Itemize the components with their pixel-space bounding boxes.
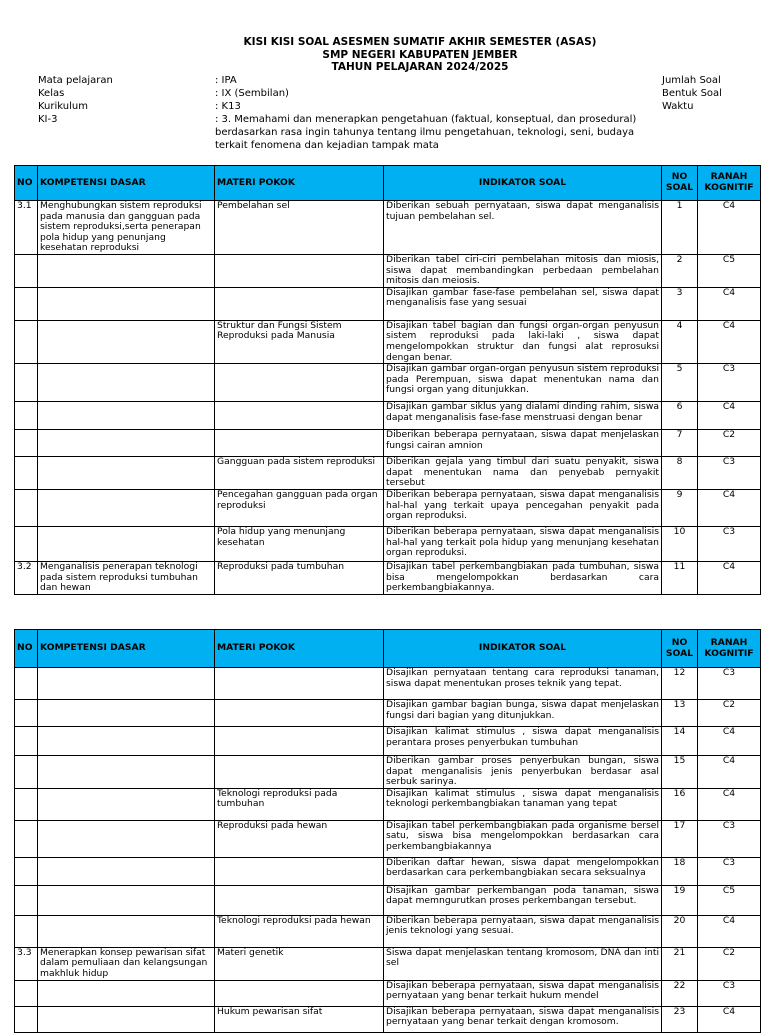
cell-indikator: Siswa dapat menjelaskan tentang kromosom, DNA dan inti sel — [384, 947, 662, 980]
table-row — [15, 254, 761, 287]
column-header-indikator: INDIKATOR SOAL — [384, 166, 662, 201]
title-line-2: SMP NEGERI KABUPATEN JEMBER — [322, 48, 518, 61]
cell-no: 3.1 — [15, 201, 38, 255]
cell-no-soal: 14 — [662, 727, 698, 756]
cell-no-soal: 10 — [662, 526, 698, 561]
cell-ranah: C4 — [698, 489, 761, 526]
cell-no — [15, 489, 38, 526]
cell-ranah: C4 — [698, 402, 761, 430]
cell-no — [15, 980, 38, 1006]
cell-kd — [38, 526, 215, 561]
table-row — [15, 915, 761, 947]
cell-no — [15, 526, 38, 561]
cell-kd — [38, 668, 215, 700]
column-header-no-soal: NO SOAL — [662, 166, 698, 201]
cell-kd — [38, 430, 215, 457]
cell-materi: Struktur dan Fungsi Sistem Reproduksi pada Manusia — [215, 320, 384, 363]
cell-indikator: Disajikan tabel perkembangbiakan pada tumbuhan, siswa bisa mengelompokkan berdasarkan cara perkembangbiakannya. — [384, 561, 662, 594]
cell-indikator: Disajikan tabel bagian dan fungsi organ-organ penyusun sistem reproduksi pada laki-laki , siswa dapat mengelompokkan struktur dan fungsi alat reprosuksi dengan benar. — [384, 320, 662, 363]
table-header-row — [15, 630, 761, 668]
cell-ranah: C2 — [698, 700, 761, 727]
cell-indikator: Disajikan gambar fase-fase pembelahan sel, siswa dapat menganalisis fase yang sesuai — [384, 287, 662, 320]
cell-indikator: Diberikan sebuah pernyataan, siswa dapat menganalisis tujuan pembelahan sel. — [384, 201, 662, 255]
cell-no-soal: 7 — [662, 430, 698, 457]
table-row — [15, 820, 761, 857]
table-row — [15, 561, 761, 594]
cell-kd — [38, 980, 215, 1006]
cell-kd — [38, 915, 215, 947]
cell-indikator: Disajikan gambar bagian bunga, siswa dapat menjelaskan fungsi dari bagian yang ditunjukkan. — [384, 700, 662, 727]
cell-indikator: Diberikan gejala yang timbul dari suatu penyakit, siswa dapat menentukan nama dan penyebab pernyakit tersebut — [384, 457, 662, 490]
cell-no-soal: 5 — [662, 364, 698, 402]
cell-ranah: C3 — [698, 668, 761, 700]
cell-materi — [215, 756, 384, 789]
cell-kd: Menerapkan konsep pewarisan sifat dalam pemuliaan dan kelangsungan makhluk hidup — [38, 947, 215, 980]
table-row — [15, 727, 761, 756]
table-row — [15, 287, 761, 320]
column-header-kd: KOMPETENSI DASAR — [38, 630, 215, 668]
title-line-1: KISI KISI SOAL ASESMEN SUMATIF AKHIR SEMESTER (ASAS) — [243, 36, 597, 48]
cell-indikator: Disajikan pernyataan tentang cara reproduksi tanaman, siswa dapat menentukan proses teknik yang tepat. — [384, 668, 662, 700]
column-header-ranah: RANAH KOGNITIF — [698, 166, 761, 201]
cell-ranah: C2 — [698, 430, 761, 457]
cell-indikator: Disajikan kalimat stimulus , siswa dapat menganalisis teknologi perkembangbiakan tanaman yang tepat — [384, 788, 662, 820]
cell-ranah: C4 — [698, 561, 761, 594]
cell-kd: Menganalisis penerapan teknologi pada sistem reproduksi tumbuhan dan hewan — [38, 561, 215, 594]
cell-kd — [38, 1006, 215, 1032]
table-row — [15, 947, 761, 980]
table-row — [15, 885, 761, 915]
cell-no — [15, 457, 38, 490]
table-row — [15, 201, 761, 255]
title-line-3: TAHUN PELAJARAN 2024/2025 — [331, 61, 509, 73]
table-header-row — [15, 166, 761, 201]
cell-no — [15, 1006, 38, 1032]
cell-no — [15, 287, 38, 320]
table-row — [15, 364, 761, 402]
cell-indikator: Disajikan beberapa pernyataan, siswa dapat menganalisis pernyataan yang benar terkait hukum mendel — [384, 980, 662, 1006]
cell-indikator: Diberikan gambar proses penyerbukan bungan, siswa dapat menganalisis jenis penyerbukan berdasar asal serbuk sarinya. — [384, 756, 662, 789]
table-row — [15, 430, 761, 457]
cell-no-soal: 13 — [662, 700, 698, 727]
cell-kd — [38, 254, 215, 287]
cell-no-soal: 15 — [662, 756, 698, 789]
cell-materi — [215, 885, 384, 915]
cell-materi — [215, 430, 384, 457]
table-row — [15, 668, 761, 700]
cell-no — [15, 364, 38, 402]
column-header-indikator: INDIKATOR SOAL — [384, 630, 662, 668]
cell-no-soal: 3 — [662, 287, 698, 320]
cell-kd — [38, 320, 215, 363]
cell-kd — [38, 857, 215, 885]
cell-ranah: C4 — [698, 727, 761, 756]
cell-materi: Pencegahan gangguan pada organ reproduksi — [215, 489, 384, 526]
cell-kd — [38, 364, 215, 402]
table-row — [15, 700, 761, 727]
cell-materi: Teknologi reproduksi pada tumbuhan — [215, 788, 384, 820]
table-row — [15, 756, 761, 789]
cell-kd — [38, 885, 215, 915]
table-row — [15, 1006, 761, 1032]
cell-no-soal: 1 — [662, 201, 698, 255]
cell-no — [15, 402, 38, 430]
grid-table-1 — [14, 165, 761, 595]
meta-value: : 3. Memahami dan menerapkan pengetahuan (faktual, konseptual, dan prosedural) berdasarkan rasa ingin tahunya tentang ilmu pengetahuan, teknologi, seni, budaya terkait fenomena dan kejadian tampak mata — [215, 114, 637, 151]
cell-kd — [38, 489, 215, 526]
meta-value: : IX (Sembilan) — [215, 88, 289, 99]
meta-label: Kurikulum — [38, 101, 88, 112]
cell-materi: Pembelahan sel — [215, 201, 384, 255]
cell-indikator: Diberikan beberapa pernyataan, siswa dapat menganalisis hal-hal yang terkait upaya pencegahan penyakit pada organ reproduksi. — [384, 489, 662, 526]
cell-no-soal: 17 — [662, 820, 698, 857]
cell-kd: Menghubungkan sistem reproduksi pada manusia dan gangguan pada sistem reproduksi,serta penerapan pola hidup yang penunjang kesehatan reproduksi — [38, 201, 215, 255]
cell-kd — [38, 820, 215, 857]
column-header-ranah: RANAH KOGNITIF — [698, 630, 761, 668]
cell-materi — [215, 364, 384, 402]
cell-ranah: C5 — [698, 885, 761, 915]
cell-no — [15, 320, 38, 363]
cell-no-soal: 22 — [662, 980, 698, 1006]
cell-no — [15, 727, 38, 756]
column-header-no: NO — [15, 166, 38, 201]
cell-ranah: C4 — [698, 788, 761, 820]
cell-ranah: C5 — [698, 254, 761, 287]
cell-no-soal: 2 — [662, 254, 698, 287]
table-body-2 — [15, 668, 761, 1033]
cell-ranah: C3 — [698, 820, 761, 857]
cell-no-soal: 4 — [662, 320, 698, 363]
cell-no — [15, 700, 38, 727]
cell-no — [15, 430, 38, 457]
cell-ranah: C2 — [698, 947, 761, 980]
cell-materi: Pola hidup yang menunjang kesehatan — [215, 526, 384, 561]
cell-indikator: Diberikan beberapa pernyataan, siswa dapat menganalisis jenis teknologi yang sesuai. — [384, 915, 662, 947]
cell-materi — [215, 254, 384, 287]
cell-no — [15, 254, 38, 287]
cell-indikator: Disajikan kalimat stimulus , siswa dapat menganalisis perantara proses penyerbukan tumbuhan — [384, 727, 662, 756]
cell-indikator: Diberikan beberapa pernyataan, siswa dapat menganalisis hal-hal yang terkait pola hidup yang menunjang kesehatan organ reproduksi. — [384, 526, 662, 561]
cell-kd — [38, 727, 215, 756]
cell-materi: Reproduksi pada tumbuhan — [215, 561, 384, 594]
column-header-no: NO — [15, 630, 38, 668]
cell-indikator: Disajikan gambar organ-organ penyusun sistem reproduksi pada Perempuan, siswa dapat menentukan nama dan fungsi organ yang ditunjukkan. — [384, 364, 662, 402]
cell-ranah: C4 — [698, 1006, 761, 1032]
cell-indikator: Diberikan beberapa pernyataan, siswa dapat menjelaskan fungsi cairan amnion — [384, 430, 662, 457]
meta-label: Kelas — [38, 88, 65, 99]
table-row — [15, 980, 761, 1006]
cell-indikator: Diberikan tabel ciri-ciri pembelahan mitosis dan miosis, siswa dapat membandingkan perbedaan pembelahan mitosis dan meiosis. — [384, 254, 662, 287]
table-body-1 — [15, 201, 761, 595]
column-header-materi: MATERI POKOK — [215, 166, 384, 201]
cell-materi — [215, 727, 384, 756]
column-header-materi: MATERI POKOK — [215, 630, 384, 668]
cell-no: 3.2 — [15, 561, 38, 594]
right-meta-item: Jumlah Soal — [662, 75, 721, 86]
cell-no — [15, 820, 38, 857]
cell-kd — [38, 756, 215, 789]
meta-label: Mata pelajaran — [38, 75, 113, 86]
cell-no — [15, 788, 38, 820]
cell-ranah: C4 — [698, 201, 761, 255]
right-meta-item: Waktu — [662, 101, 694, 112]
cell-no-soal: 9 — [662, 489, 698, 526]
cell-ranah: C3 — [698, 364, 761, 402]
cell-ranah: C4 — [698, 915, 761, 947]
cell-ranah: C4 — [698, 287, 761, 320]
table-row — [15, 402, 761, 430]
cell-kd — [38, 402, 215, 430]
cell-materi — [215, 980, 384, 1006]
cell-no: 3.3 — [15, 947, 38, 980]
document-title — [0, 36, 768, 74]
cell-ranah: C3 — [698, 526, 761, 561]
cell-materi: Hukum pewarisan sifat — [215, 1006, 384, 1032]
cell-indikator: Diberikan daftar hewan, siswa dapat mengelompokkan berdasarkan cara perkembangbiakan secara seksualnya — [384, 857, 662, 885]
cell-no — [15, 915, 38, 947]
cell-indikator: Disajikan beberapa pernyataan, siswa dapat menganalisis pernyataan yang benar terkait dengan kromosom. — [384, 1006, 662, 1032]
cell-no — [15, 857, 38, 885]
cell-kd — [38, 457, 215, 490]
cell-ranah: C4 — [698, 756, 761, 789]
cell-ranah: C3 — [698, 457, 761, 490]
cell-no-soal: 20 — [662, 915, 698, 947]
cell-materi: Materi genetik — [215, 947, 384, 980]
cell-no-soal: 23 — [662, 1006, 698, 1032]
cell-no — [15, 756, 38, 789]
column-header-no-soal: NO SOAL — [662, 630, 698, 668]
cell-no-soal: 21 — [662, 947, 698, 980]
cell-materi: Gangguan pada sistem reproduksi — [215, 457, 384, 490]
cell-materi — [215, 700, 384, 727]
right-meta-block — [662, 74, 722, 113]
cell-no — [15, 668, 38, 700]
table-row — [15, 320, 761, 363]
cell-no-soal: 12 — [662, 668, 698, 700]
cell-no-soal: 11 — [662, 561, 698, 594]
cell-indikator: Disajikan gambar perkembangan poda tanaman, siswa dapat memngurutkan proses perkembangan tersebut. — [384, 885, 662, 915]
meta-value: : IPA — [215, 75, 237, 86]
table-row — [15, 857, 761, 885]
table-row — [15, 526, 761, 561]
cell-no-soal: 8 — [662, 457, 698, 490]
cell-kd — [38, 287, 215, 320]
right-meta-item: Bentuk Soal — [662, 88, 722, 99]
cell-materi — [215, 668, 384, 700]
cell-no-soal: 16 — [662, 788, 698, 820]
cell-materi — [215, 857, 384, 885]
column-header-kd: KOMPETENSI DASAR — [38, 166, 215, 201]
cell-ranah: C3 — [698, 857, 761, 885]
cell-materi — [215, 402, 384, 430]
cell-ranah: C3 — [698, 980, 761, 1006]
table-row — [15, 489, 761, 526]
cell-no — [15, 885, 38, 915]
meta-value: : K13 — [215, 101, 241, 112]
cell-ranah: C4 — [698, 320, 761, 363]
table-row — [15, 788, 761, 820]
cell-no-soal: 18 — [662, 857, 698, 885]
cell-materi: Teknologi reproduksi pada hewan — [215, 915, 384, 947]
table-row — [15, 457, 761, 490]
cell-no-soal: 6 — [662, 402, 698, 430]
cell-indikator: Disajikan gambar siklus yang dialami dinding rahim, siswa dapat menganalisis fase-fase menstruasi dengan benar — [384, 402, 662, 430]
meta-label: KI-3 — [38, 114, 58, 125]
cell-indikator: Disajikan tabel perkembangbiakan pada organisme bersel satu, siswa bisa mengelompokkan berdasarkan cara perkembangbiakannya — [384, 820, 662, 857]
cell-kd — [38, 788, 215, 820]
cell-no-soal: 19 — [662, 885, 698, 915]
cell-kd — [38, 700, 215, 727]
cell-materi: Reproduksi pada hewan — [215, 820, 384, 857]
cell-materi — [215, 287, 384, 320]
grid-table-2 — [14, 629, 761, 1033]
